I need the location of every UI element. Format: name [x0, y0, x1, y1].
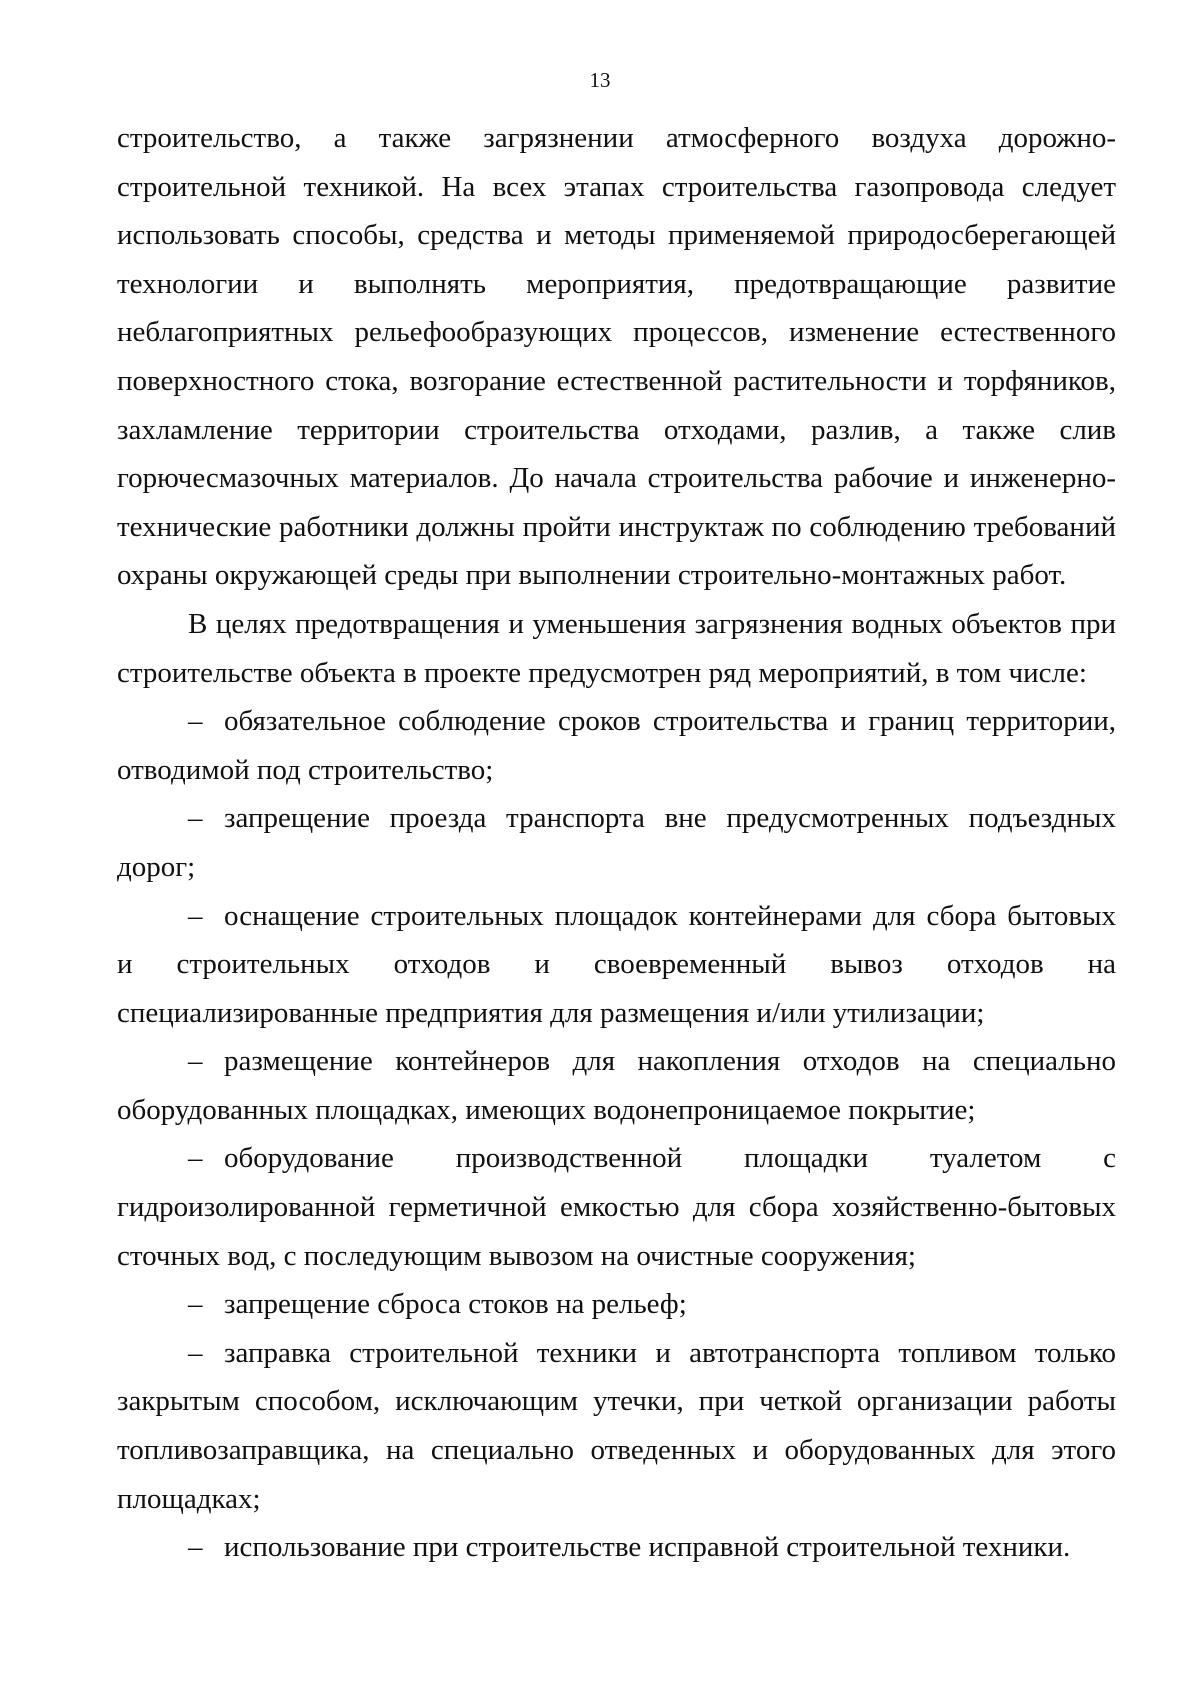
list-item-text: заправка строительной техники и автотранспорта топливом только закрытым способом, исключающим утечки, при четкой организации работы топливозаправщика, на специально отведенных и оборудованных для этого площадках;: [117, 1336, 1116, 1515]
page-number: 13: [589, 68, 611, 92]
list-dash: –: [188, 1336, 203, 1369]
measures-list: [117, 697, 1116, 1572]
list-dash: –: [188, 1288, 203, 1321]
list-dash: –: [188, 1045, 203, 1078]
list-item: [117, 1329, 1116, 1523]
list-item: [117, 1037, 1116, 1134]
list-item: [117, 1134, 1116, 1280]
list-dash: –: [188, 802, 203, 835]
list-dash: –: [188, 1142, 203, 1175]
list-dash: –: [188, 899, 203, 932]
list-item-text: использование при строительстве исправной строительной техники.: [224, 1531, 1071, 1564]
list-item: [117, 794, 1116, 891]
list-item-text: размещение контейнеров для накопления отходов на специально оборудованных площадках, имеющих водонепроницаемое покрытие;: [117, 1045, 1116, 1126]
paragraph-continued: строительство, а также загрязнении атмосферного воздуха дорожно-строительной техникой. На всех этапах строительства газопровода следует использовать способы, средства и методы применяемой природосберегающей технологии и выполнять мероприятия, предотвращающие развитие неблагоприятных рельефообразующих процессов, изменение естественного поверхностного стока, возгорание естественной растительности и торфяников, захламление территории строительства отходами, разлив, а также слив горючесмазочных материалов. До начала строительства рабочие и инженерно-технические работники должны пройти инструктаж по соблюдению требований охраны окружающей среды при выполнении строительно-монтажных работ.: [117, 122, 1116, 592]
list-item: [117, 1523, 1116, 1572]
list-item-text: запрещение проезда транспорта вне предусмотренных подъездных дорог;: [117, 802, 1116, 883]
list-item-text: обязательное соблюдение сроков строительства и границ территории, отводимой под строительство;: [117, 705, 1116, 786]
list-item-text: оборудование производственной площадки туалетом с гидроизолированной герметичной емкостью для сбора хозяйственно-бытовых сточных вод, с последующим вывозом на очистные сооружения;: [117, 1142, 1116, 1272]
paragraph-intro: В целях предотвращения и уменьшения загрязнения водных объектов при строительстве объекта в проекте предусмотрен ряд мероприятий, в том числе:: [117, 607, 1116, 689]
document-body: [117, 114, 1116, 1572]
list-item: [117, 1280, 1116, 1329]
list-item-text: запрещение сброса стоков на рельеф;: [224, 1288, 687, 1321]
list-dash: –: [188, 705, 203, 738]
list-dash: –: [188, 1531, 203, 1564]
list-item: [117, 892, 1116, 1038]
list-item-text: оснащение строительных площадок контейнерами для сбора бытовых и строительных отходов и своевременный вывоз отходов на специализированные предприятия для размещения и/или утилизации;: [117, 899, 1116, 1029]
list-item: [117, 697, 1116, 794]
